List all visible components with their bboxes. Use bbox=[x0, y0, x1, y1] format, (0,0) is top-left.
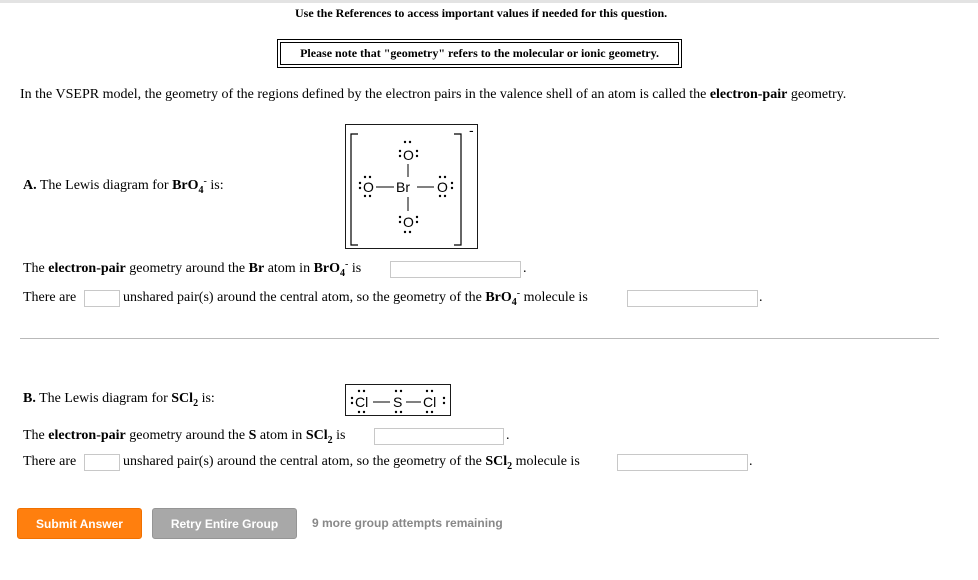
cl-right: Cl bbox=[423, 394, 437, 410]
scl2-lewis-diagram bbox=[345, 384, 451, 416]
bro4-molecular-geometry-input[interactable] bbox=[627, 290, 758, 307]
cl-left: Cl bbox=[355, 394, 369, 410]
scl2-unshared-pairs-input[interactable] bbox=[84, 454, 120, 471]
part-a-lewis-text: The Lewis diagram for bbox=[39, 178, 173, 193]
part-a-q2-text: unshared pair(s) around the central atom, so the geometry of the BrO$_4$- molecule is bbox=[123, 288, 588, 308]
scl2-electron-pair-geometry-input[interactable] bbox=[374, 428, 504, 445]
part-b-letter: B. bbox=[23, 391, 36, 406]
o-right: O bbox=[437, 179, 448, 195]
section-divider bbox=[20, 338, 939, 339]
br-center: Br bbox=[396, 179, 410, 195]
geometry-note: Please note that "geometry" refers to the molecular or ionic geometry. bbox=[280, 42, 679, 65]
part-b-q1-end: . bbox=[506, 428, 510, 443]
intro-bold: electron-pair bbox=[709, 87, 788, 102]
left-bracket bbox=[351, 134, 358, 245]
part-a-there-are: There are bbox=[23, 290, 77, 305]
intro-text bbox=[20, 87, 846, 103]
s-center: S bbox=[393, 394, 403, 410]
part-b-q2-end: . bbox=[749, 454, 753, 469]
part-a-charge: - bbox=[203, 176, 207, 187]
intro-text-start: In the VSEPR model, the geometry of the regions defined by the electron pairs in the valence shell of an atom is called the bbox=[20, 87, 710, 102]
intro-text-end: geometry. bbox=[787, 87, 847, 102]
scl2-lewis-svg bbox=[346, 385, 452, 417]
right-bracket bbox=[454, 134, 461, 245]
part-b-q1: The electron-pair geometry around the S atom in SCl$_2$ is bbox=[23, 428, 346, 446]
part-a-q2-end: . bbox=[759, 290, 763, 305]
bro4-unshared-pairs-input[interactable] bbox=[84, 290, 120, 307]
submit-answer-button[interactable]: Submit Answer bbox=[17, 508, 142, 539]
part-a-lewis-label bbox=[23, 178, 224, 194]
part-b-q2-text: unshared pair(s) around the central atom, so the geometry of the SCl$_2$ molecule is bbox=[123, 454, 580, 472]
bro4-lewis-svg bbox=[346, 125, 479, 250]
o-top: O bbox=[403, 147, 414, 163]
references-note: Use the References to access important values if needed for this question. bbox=[295, 6, 668, 20]
part-a-q1-end: . bbox=[523, 261, 527, 276]
bro4-electron-pair-geometry-input[interactable] bbox=[390, 261, 521, 278]
geometry-note-box bbox=[277, 39, 682, 68]
retry-entire-group-button[interactable]: Retry Entire Group bbox=[152, 508, 297, 539]
top-border bbox=[0, 0, 978, 3]
part-a-q1: The electron-pair geometry around the Br atom in BrO$_4$- is bbox=[23, 259, 362, 279]
scl2-molecular-geometry-input[interactable] bbox=[617, 454, 748, 471]
part-b-lewis-label: B. The Lewis diagram for SCl$_2$ is: bbox=[23, 391, 215, 409]
part-b-there-are: There are bbox=[23, 454, 77, 469]
bro4-charge: - bbox=[469, 125, 474, 138]
o-bottom: O bbox=[403, 214, 414, 230]
bro4-lewis-diagram bbox=[345, 124, 478, 249]
part-a-letter: A. bbox=[23, 178, 37, 193]
attempts-remaining: 9 more group attempts remaining bbox=[312, 516, 503, 530]
part-a-lewis-suffix: is: bbox=[206, 178, 224, 193]
o-left: O bbox=[363, 179, 374, 195]
part-a-formula: BrO$_4$ bbox=[172, 178, 204, 196]
